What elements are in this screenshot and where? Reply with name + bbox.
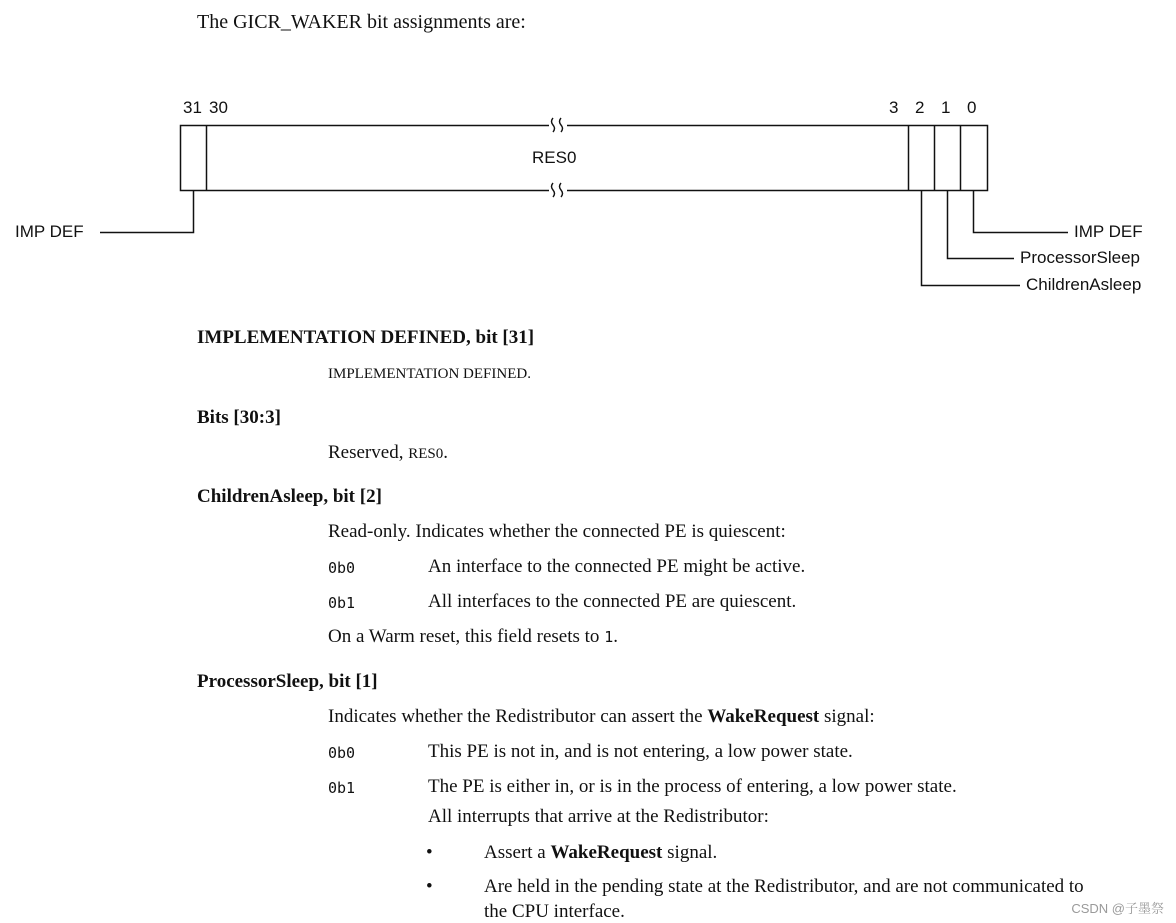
childrenasleep-heading: ChildrenAsleep, bit [2] (197, 486, 382, 507)
bullet-1-wakerequest: WakeRequest (550, 842, 663, 863)
processorsleep-heading: ProcessorSleep, bit [1] (197, 671, 378, 692)
processorsleep-text-suffix: signal: (824, 706, 875, 727)
childrenasleep-label: ChildrenAsleep (1026, 275, 1142, 294)
bullet-2-symbol: • (426, 876, 433, 897)
leader-bit31 (100, 191, 194, 233)
leader-bit1 (948, 191, 1015, 259)
childrenasleep-text: Read-only. Indicates whether the connected PE is quiescent: (328, 521, 786, 542)
left-impdef-label: IMP DEF (15, 222, 84, 241)
processorsleep-text-prefix: Indicates whether the Redistributor can assert the (328, 706, 703, 727)
bits30-3-res0: RES0 (408, 446, 444, 462)
bits30-3-text (328, 442, 448, 464)
processorsleep-label: ProcessorSleep (1020, 248, 1141, 267)
childrenasleep-code-0b1: 0b1 (328, 594, 356, 612)
register-box (181, 126, 988, 191)
processorsleep-desc-0b0: This PE is not in, and is not entering, a low power state. (428, 741, 853, 762)
bullet-1-symbol: • (426, 842, 433, 863)
processorsleep-code-0b0: 0b0 (328, 744, 356, 762)
right-impdef-label: IMP DEF (1074, 222, 1143, 241)
bit-number-2: 2 (915, 98, 925, 117)
childrenasleep-reset-suffix: . (613, 626, 618, 647)
bullet-2-line1: Are held in the pending state at the Redistributor, and are not communicated to (484, 876, 1084, 897)
processorsleep-note: All interrupts that arrive at the Redistributor: (428, 806, 769, 827)
processorsleep-text (328, 706, 875, 728)
intro-text: The GICR_WAKER bit assignments are: (197, 11, 526, 33)
bit-number-0: 0 (967, 98, 977, 117)
childrenasleep-reset-prefix: On a Warm reset, this field resets to (328, 626, 600, 647)
leader-bit0 (974, 191, 1069, 233)
leader-bit2 (922, 191, 1021, 286)
childrenasleep-desc-0b0: An interface to the connected PE might be active. (428, 556, 806, 577)
bullet-2-line2: the CPU interface. (484, 901, 625, 922)
processorsleep-wakerequest: WakeRequest (707, 706, 820, 727)
processorsleep-desc-0b1: The PE is either in, or is in the process of entering, a low power state. (428, 776, 957, 797)
bit-number-30: 30 (209, 98, 228, 117)
bits30-3-text-prefix: Reserved, (328, 442, 404, 463)
bullet-1-text (484, 842, 717, 864)
childrenasleep-reset (328, 626, 618, 648)
childrenasleep-reset-value: 1 (604, 628, 614, 646)
bits30-3-heading: Bits [30:3] (197, 407, 281, 428)
childrenasleep-desc-0b1: All interfaces to the connected PE are quiescent. (428, 591, 797, 612)
bit-number-31: 31 (183, 98, 202, 117)
csdn-watermark: CSDN @子墨祭 (1071, 901, 1164, 916)
bits30-3-text-suffix: . (443, 442, 448, 463)
bullet-1-suffix: signal. (667, 842, 718, 863)
res0-label: RES0 (532, 148, 577, 167)
bit-number-3: 3 (889, 98, 899, 117)
register-diagram (0, 0, 1176, 310)
impdef-heading: IMPLEMENTATION DEFINED, bit [31] (197, 327, 535, 348)
processorsleep-code-0b1: 0b1 (328, 779, 356, 797)
bullet-1-prefix: Assert a (484, 842, 546, 863)
bit-number-1: 1 (941, 98, 951, 117)
childrenasleep-code-0b0: 0b0 (328, 559, 356, 577)
impdef-text: IMPLEMENTATION DEFINED. (328, 366, 531, 382)
